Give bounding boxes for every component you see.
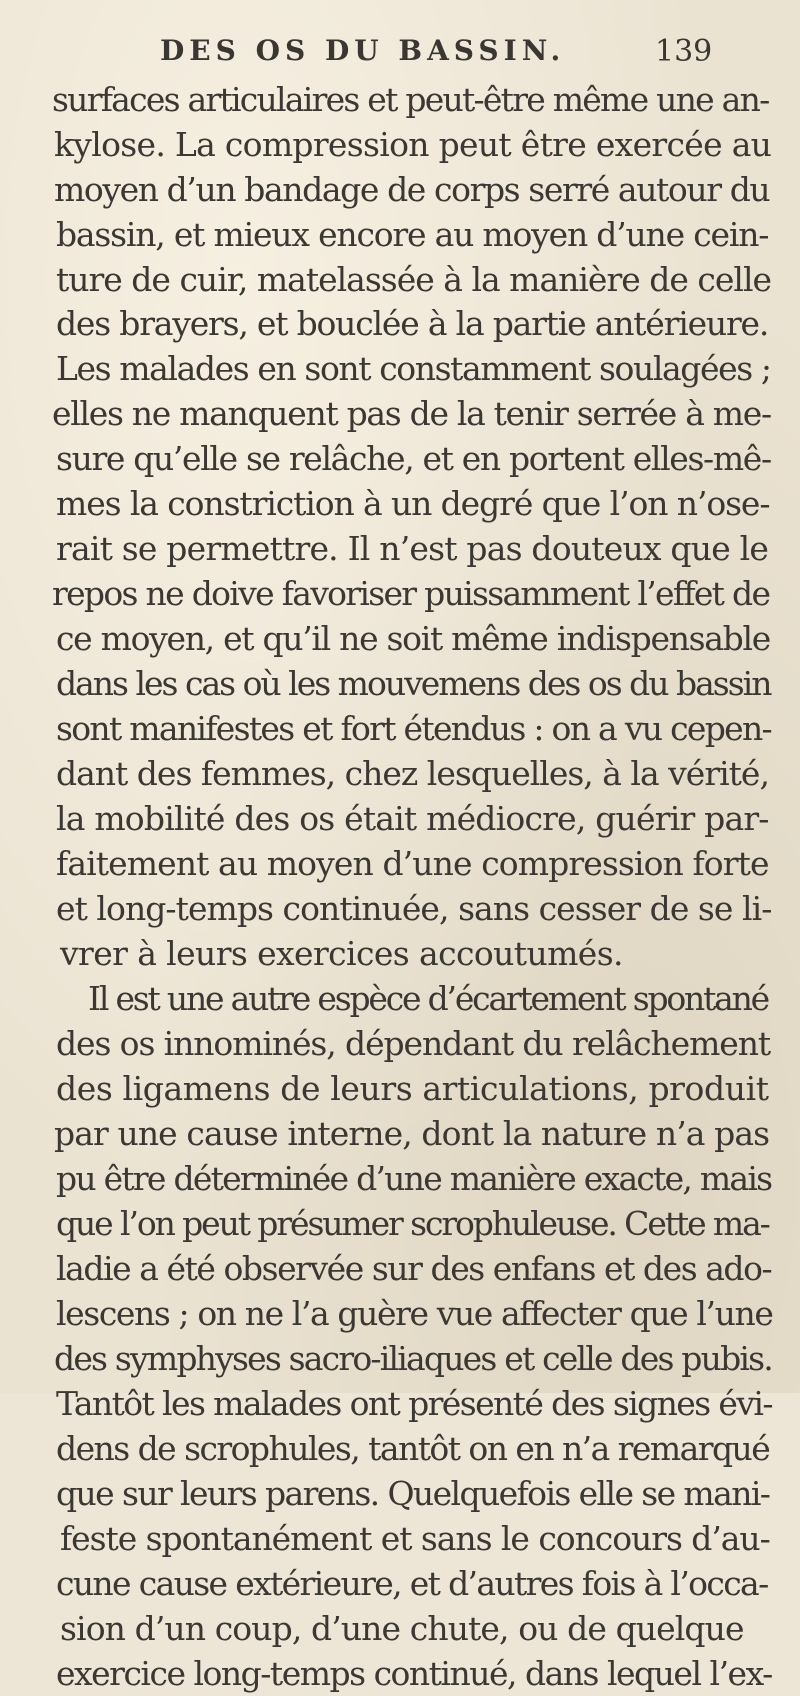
text-line: kylose. La compression peut être exercée au (54, 125, 772, 164)
text-line: des symphyses sacro-iliaques et celle des pubis. (54, 1339, 772, 1378)
text-line: sure qu’elle se relâche, et en portent elles-mê- (56, 439, 771, 478)
text-line: exercice long-temps continué, dans lequel l’ex- (56, 1654, 772, 1693)
text-line: Tantôt les malades ont présenté des signes évi- (56, 1384, 772, 1423)
running-title: DES OS DU BASSIN. (160, 34, 566, 67)
text-line: la mobilité des os était médiocre, guérir par- (56, 799, 769, 838)
text-line: rait se permettre. Il n’est pas douteux que le (56, 529, 769, 568)
text-line: ladie a été observée sur des enfans et des ado- (56, 1249, 772, 1288)
text-line: Il est une autre espèce d’écartement spontané (88, 979, 769, 1018)
text-line: cune cause extérieure, et d’autres fois à l’occa- (56, 1564, 768, 1603)
text-line: feste spontanément et sans le concours d’au- (60, 1519, 770, 1558)
text-line: faitement au moyen d’une compression forte (56, 844, 769, 883)
text-line: que sur leurs parens. Quelquefois elle se mani- (56, 1474, 770, 1513)
text-line: ce moyen, et qu’il ne soit même indispensable (56, 619, 770, 658)
text-line: que l’on peut présumer scrophuleuse. Cette ma- (56, 1204, 769, 1243)
text-line: Les malades en sont constamment soulagées ; (56, 349, 771, 388)
text-line: des brayers, et bouclée à la partie antérieure. (56, 304, 769, 343)
text-line: sont manifestes et fort étendus : on a vu cepen- (56, 709, 771, 748)
running-head (0, 30, 800, 78)
text-line: vrer à leurs exercices accoutumés. (60, 934, 623, 973)
text-line: pu être déterminée d’une manière exacte, mais (56, 1159, 772, 1198)
text-line: par une cause interne, dont la nature n’a pas (54, 1114, 770, 1153)
text-line: des ligamens de leurs articulations, produit (56, 1069, 769, 1108)
text-line: moyen d’un bandage de corps serré autour du (54, 170, 770, 209)
text-line: repos ne doive favoriser puissamment l’effet de (52, 574, 770, 613)
text-line: des os innominés, dépendant du relâchement (56, 1024, 771, 1063)
text-line: elles ne manquent pas de la tenir serrée à me- (52, 394, 771, 433)
text-line: ture de cuir, matelassée à la manière de celle (56, 260, 772, 299)
text-line: mes la constriction à un degré que l’on n’ose- (56, 484, 770, 523)
text-line: dant des femmes, chez lesquelles, à la vérité, (56, 754, 769, 793)
text-line: et long-temps continuée, sans cesser de se li- (56, 889, 772, 928)
text-line: dens de scrophules, tantôt on en n’a remarqué (56, 1429, 770, 1468)
text-line: sion d’un coup, d’une chute, ou de quelque (60, 1609, 744, 1648)
text-line: bassin, et mieux encore au moyen d’une cein- (56, 215, 769, 254)
text-line: lescens ; on ne l’a guère vue affecter que l’une (56, 1294, 773, 1333)
text-line: surfaces articulaires et peut-être même une an- (52, 80, 769, 119)
text-line: dans les cas où les mouvemens des os du bassin (56, 664, 771, 703)
page-number: 139 (655, 34, 713, 69)
